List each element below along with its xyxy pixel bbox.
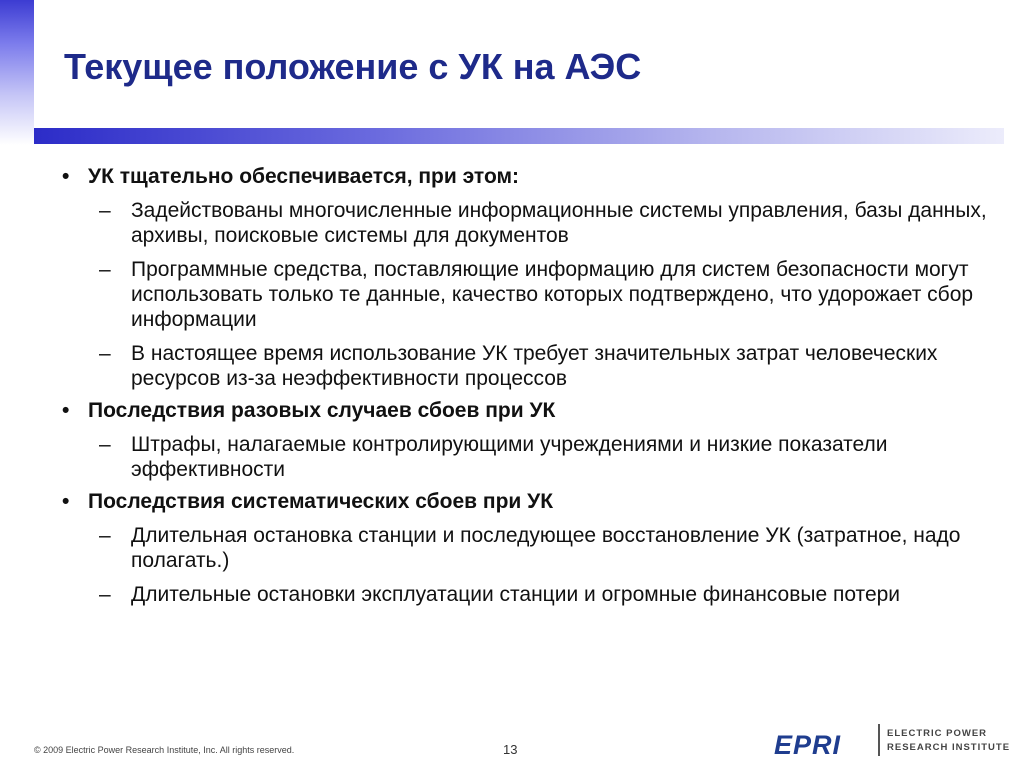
page-number: 13 <box>503 742 518 757</box>
bullet-text: УК тщательно обеспечивается, при этом: <box>88 165 520 188</box>
sub-item <box>62 582 1002 607</box>
sub-dash: – <box>99 433 111 456</box>
logo-line-1: ELECTRIC POWER <box>887 728 988 739</box>
sub-text: В настоящее время использование УК требует значительных затрат человеческих ресурсов из-за неэффективности процессов <box>131 342 938 390</box>
logo-text <box>887 727 1010 755</box>
bullet-dot: • <box>62 490 70 513</box>
logo-mark: EPRI <box>774 730 842 760</box>
left-accent-strip <box>0 0 34 145</box>
bullet-text: Последствия систематических сбоев при УК <box>88 490 554 513</box>
sub-item <box>62 523 1002 573</box>
copyright-notice: © 2009 Electric Power Research Institute, Inc. All rights reserved. <box>34 745 295 755</box>
sub-dash: – <box>99 583 111 606</box>
bullet-dot: • <box>62 165 70 188</box>
sub-dash: – <box>99 199 111 222</box>
slide-body <box>62 164 1002 607</box>
sub-item <box>62 198 1002 248</box>
sub-text: Программные средства, поставляющие информацию для систем безопасности могут использовать только те данные, качество которых подтверждено, что удорожает сбор информации <box>131 258 974 331</box>
epri-logo <box>774 722 1011 760</box>
sub-item <box>62 432 1002 482</box>
bullet-item <box>62 489 1002 514</box>
bullet-text: Последствия разовых случаев сбоев при УК <box>88 399 556 422</box>
bullet-item <box>62 164 1002 189</box>
sub-item <box>62 257 1002 332</box>
slide-title: Текущее положение с УК на АЭС <box>64 46 642 87</box>
sub-dash: – <box>99 342 111 365</box>
sub-dash: – <box>99 524 111 547</box>
sub-text: Длительные остановки эксплуатации станции и огромные финансовые потери <box>131 583 901 606</box>
bullet-item <box>62 398 1002 423</box>
logo-divider <box>878 724 880 756</box>
title-underline-bar <box>34 128 1004 144</box>
sub-text: Задействованы многочисленные информационные системы управления, базы данных, архивы, поисковые системы для документов <box>131 199 987 247</box>
sub-dash: – <box>99 258 111 281</box>
sub-item <box>62 341 1002 391</box>
bullet-dot: • <box>62 399 70 422</box>
sub-text: Штрафы, налагаемые контролирующими учреждениями и низкие показатели эффективности <box>131 433 888 481</box>
logo-line-2: RESEARCH INSTITUTE <box>887 742 1011 753</box>
sub-text: Длительная остановка станции и последующее восстановление УК (затратное, надо полагать.) <box>131 524 961 572</box>
